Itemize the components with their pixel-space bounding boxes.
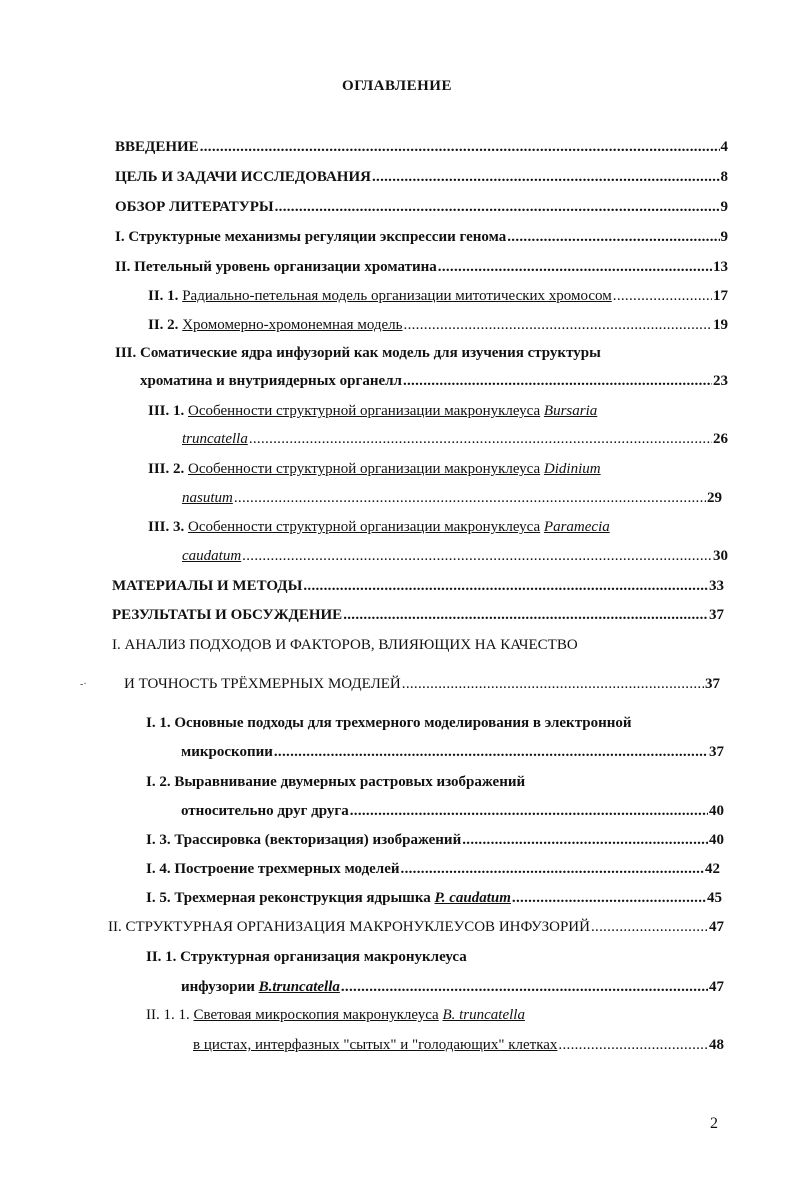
toc-entry-results-1-3[interactable]	[146, 829, 724, 851]
toc-label	[182, 428, 248, 450]
toc-page-number: 37	[709, 744, 724, 760]
leader-dots	[372, 166, 720, 188]
toc-page-number: 37	[705, 676, 720, 692]
toc-entry-goals[interactable]	[115, 166, 728, 188]
leader-dots	[558, 1034, 708, 1056]
toc-page-number: 42	[705, 861, 720, 877]
toc-entry-section-3-2-line1[interactable]	[148, 458, 601, 480]
toc-number: III. 2.	[148, 461, 185, 477]
toc-label: МАТЕРИАЛЫ И МЕТОДЫ	[112, 578, 303, 594]
toc-label	[181, 976, 340, 998]
toc-entry-section-3[interactable]	[140, 370, 728, 392]
species-name: nasutum	[182, 490, 233, 506]
leader-dots	[402, 673, 704, 695]
toc-page-number: 23	[713, 373, 728, 389]
toc-label: ЦЕЛЬ И ЗАДАЧИ ИССЛЕДОВАНИЯ	[115, 169, 371, 185]
toc-entry-results-1-1[interactable]	[181, 741, 724, 763]
species-name: B. truncatella	[442, 1007, 525, 1023]
toc-number: II. 1.	[148, 288, 179, 304]
toc-label	[148, 314, 403, 336]
toc-page-number: 17	[713, 288, 728, 304]
toc-entry-results-2-1-1[interactable]	[193, 1034, 724, 1056]
leader-dots	[303, 575, 708, 597]
toc-entry-results-1-5[interactable]	[146, 887, 722, 909]
toc-label: в цистах, интерфазных "сытых" и "голодающих" клетках	[193, 1037, 558, 1053]
leader-dots	[404, 314, 712, 336]
leader-dots	[341, 976, 708, 998]
leader-dots	[507, 226, 719, 248]
toc-label	[182, 545, 241, 567]
toc-label: ОБЗОР ЛИТЕРАТУРЫ	[115, 199, 274, 215]
toc-title-text: I. 5. Трехмерная реконструкция ядрышка	[146, 890, 431, 906]
leader-dots	[403, 370, 712, 392]
toc-entry-results-1-4[interactable]	[146, 858, 720, 880]
toc-number: II. 1. 1.	[146, 1007, 190, 1023]
species-name: B.truncatella	[258, 979, 340, 995]
toc-page-number: 30	[713, 548, 728, 564]
toc-page-number: 47	[709, 919, 724, 935]
toc-page-number: 47	[709, 979, 724, 995]
toc-page-number: 13	[713, 259, 728, 275]
toc-entry-results-1[interactable]	[124, 673, 720, 695]
leader-dots	[591, 916, 708, 938]
toc-title-text: Хромомерно-хромонемная модель	[182, 317, 403, 333]
toc-number: III. 3.	[148, 519, 185, 535]
toc-page-number: 19	[713, 317, 728, 333]
toc-page-number: 4	[720, 139, 728, 155]
toc-page-number: 8	[720, 169, 728, 185]
toc-entry-section-1[interactable]	[115, 226, 728, 248]
toc-entry-section-3-1[interactable]	[182, 428, 728, 450]
toc-label	[146, 887, 511, 909]
toc-title-text: Радиально-петельная модель организации митотических хромосом	[182, 288, 612, 304]
toc-entry-results-2[interactable]	[108, 916, 724, 938]
toc-entry-results-2-1-line1[interactable]: II. 1. Структурная организация макронуклеуса	[146, 949, 467, 965]
toc-page-number: 48	[709, 1037, 724, 1053]
toc-page-number: 29	[707, 490, 722, 506]
toc-entry-results-1-1-line1[interactable]: I. 1. Основные подходы для трехмерного моделирования в электронной	[146, 715, 632, 731]
toc-label	[182, 487, 233, 509]
toc-label	[148, 285, 612, 307]
toc-label: микроскопии	[181, 744, 273, 760]
toc-label: РЕЗУЛЬТАТЫ И ОБСУЖДЕНИЕ	[112, 607, 343, 623]
toc-entry-results[interactable]	[112, 604, 724, 626]
leader-dots	[275, 196, 720, 218]
toc-title-text: инфузории	[181, 979, 255, 995]
leader-dots	[200, 136, 720, 158]
toc-page-number: 37	[709, 607, 724, 623]
toc-title-text: Особенности структурной организации макронуклеуса	[188, 519, 541, 535]
toc-entry-methods[interactable]	[112, 575, 724, 597]
species-name: Bursaria	[543, 403, 598, 419]
toc-entry-results-1-2-line1[interactable]: I. 2. Выравнивание двумерных растровых изображений	[146, 774, 526, 790]
toc-page-number: 33	[709, 578, 724, 594]
leader-dots	[401, 858, 704, 880]
toc-entry-review[interactable]	[115, 196, 728, 218]
leader-dots	[234, 487, 706, 509]
leader-dots	[350, 800, 708, 822]
toc-label: I. Структурные механизмы регуляции экспрессии генома	[115, 229, 507, 245]
toc-label: I. 3. Трассировка (векторизация) изображений	[146, 832, 462, 848]
toc-page-number: 40	[709, 803, 724, 819]
leader-dots	[512, 887, 706, 909]
toc-entry-results-2-1[interactable]	[181, 976, 724, 998]
toc-number: III. 1.	[148, 403, 185, 419]
toc-number: II. 2.	[148, 317, 179, 333]
toc-label: II. Петельный уровень организации хроматина	[115, 259, 437, 275]
toc-title-text: Световая микроскопия макронуклеуса	[193, 1007, 439, 1023]
leader-dots	[343, 604, 708, 626]
margin-mark: -·	[80, 679, 87, 690]
toc-title: ОГЛАВЛЕНИЕ	[342, 78, 452, 94]
species-name: Paramecia	[543, 519, 610, 535]
species-name: Didinium	[543, 461, 601, 477]
toc-page-number: 26	[713, 431, 728, 447]
page-number: 2	[710, 1115, 718, 1132]
toc-entry-section-2[interactable]	[115, 256, 728, 278]
leader-dots	[242, 545, 712, 567]
toc-page-number: 9	[720, 199, 728, 215]
species-name: P. caudatum	[434, 890, 511, 906]
toc-label: ВВЕДЕНИЕ	[115, 139, 199, 155]
toc-title-text: I. АНАЛИЗ ПОДХОДОВ И ФАКТОРОВ, ВЛИЯЮЩИХ НА КАЧЕСТВО	[112, 637, 578, 653]
toc-entry-intro[interactable]	[115, 136, 728, 158]
toc-entry-section-3-3[interactable]	[182, 545, 728, 567]
toc-title-text: Особенности структурной организации макронуклеуса	[188, 403, 541, 419]
toc-entry-results-2-1-1-line1[interactable]	[146, 1004, 525, 1026]
toc-label: I. 4. Построение трехмерных моделей	[146, 861, 400, 877]
toc-label: II. СТРУКТУРНАЯ ОРГАНИЗАЦИЯ МАКРОНУКЛЕУСОВ ИНФУЗОРИЙ	[108, 919, 590, 935]
toc-entry-section-3-line1[interactable]: III. Соматические ядра инфузорий как модель для изучения структуры	[115, 345, 601, 361]
toc-entry-section-2-2[interactable]	[148, 314, 728, 336]
toc-label: хроматина и внутриядерных органелл	[140, 373, 402, 389]
leader-dots	[249, 428, 712, 450]
leader-dots	[462, 829, 708, 851]
toc-label: И ТОЧНОСТЬ ТРЁХМЕРНЫХ МОДЕЛЕЙ	[124, 676, 401, 692]
toc-page-number: 45	[707, 890, 722, 906]
toc-title-text: Особенности структурной организации макронуклеуса	[188, 461, 541, 477]
leader-dots	[274, 741, 708, 763]
toc-entry-section-2-1[interactable]	[148, 285, 728, 307]
toc-entry-section-3-1-line1[interactable]	[148, 400, 597, 422]
species-name: caudatum	[182, 548, 242, 564]
toc-label: относительно друг друга	[181, 803, 349, 819]
toc-page-number: 40	[709, 832, 724, 848]
leader-dots	[438, 256, 712, 278]
toc-entry-section-3-3-line1[interactable]	[148, 516, 610, 538]
toc-entry-results-1-line1[interactable]	[112, 634, 578, 656]
toc-entry-results-1-2[interactable]	[181, 800, 724, 822]
toc-entry-section-3-2[interactable]	[182, 487, 722, 509]
toc-page-number: 9	[720, 229, 728, 245]
species-name: truncatella	[182, 431, 248, 447]
leader-dots	[613, 285, 712, 307]
